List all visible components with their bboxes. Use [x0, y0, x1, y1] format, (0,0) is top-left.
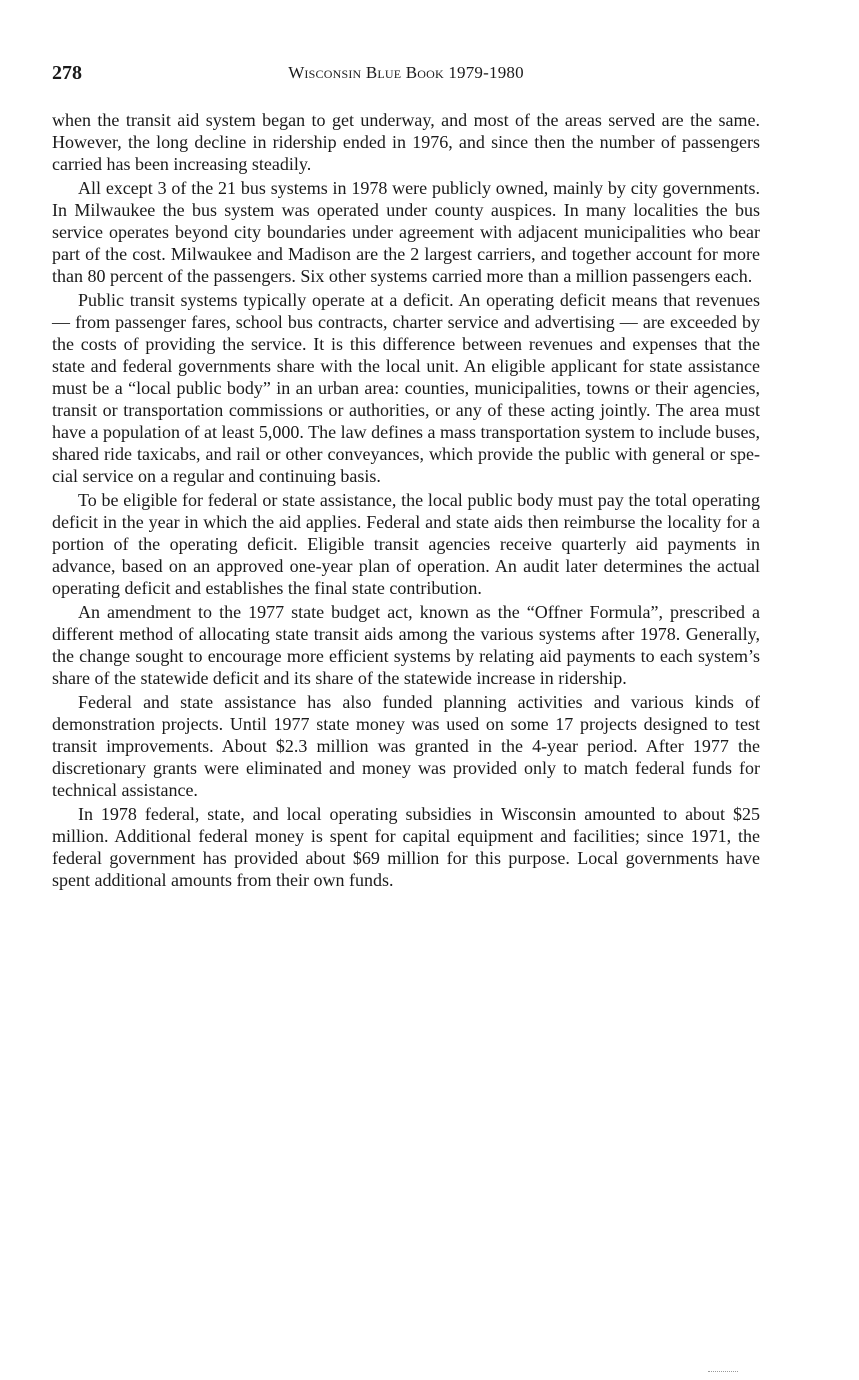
paragraph-offner-formula: An amendment to the 1977 state budget act, known as the “Offner Formula”, prescribed a different method of allocating state transit aids among the various systems after 1978. Generally, the change sought to encourage more efficient systems by relating aid payments to each system’s share of the statewide deficit and its share of the statewide increase in ridership.	[52, 602, 760, 688]
paragraph-subsidies: In 1978 federal, state, and local operating subsidies in Wisconsin amounted to about $25 million. Additional federal money is spent for capital equipment and facilities; since 1971, the federal government has provided about $69 million for this purpose. Local governments have spent additional amounts from their own funds.	[52, 804, 760, 890]
body-text	[52, 109, 760, 893]
paragraph-eligibility: To be eligible for federal or state assistance, the local public body must pay the total operating deficit in the year in which the aid applies. Federal and state aids then reimburse the locality for a portion of the operating deficit. Eligible transit agencies receive quarterly aid payments in advance, based on an approved one-year plan of operation. An audit later determines the actual operating deficit and establishes the final state contribution.	[52, 490, 760, 598]
page-edge-mark	[708, 1371, 738, 1373]
paragraph-transit-ridership: when the transit aid system began to get underway, and most of the areas served are the same. However, the long decline in ridership ended in 1976, and since then the number of passengers carried has been increasing steadily.	[52, 110, 760, 174]
running-header	[52, 60, 760, 88]
page-number: 278	[52, 62, 82, 84]
paragraph-operating-deficit: Public transit systems typically operate at a deficit. An operating deficit means that revenues — from passenger fares, school bus contracts, charter service and advertising — are exceeded by the costs of providing the service. It is this difference between revenues and expenses that the state and federal governments share with the local unit. An eligible applicant for state assistance must be a “local public body” in an urban area: counties, municipalities, towns or their agencies, transit or transportation commissions or authorities, or any of these acting jointly. The area must have a population of at least 5,000. The law defines a mass transportation system to include buses, shared ride taxicabs, and rail or other conveyances, which provide the public with general or special service on a regular and continuing basis.	[52, 290, 761, 486]
running-title: Wisconsin Blue Book 1979-1980	[288, 63, 524, 82]
paragraph-bus-systems: All except 3 of the 21 bus systems in 1978 were publicly owned, mainly by city governments. In Milwaukee the bus system was operated under county auspices. In many localities the bus service operates beyond city boundaries under agreement with adjacent municipalities who bear part of the cost. Milwaukee and Madison are the 2 largest carriers, and together account for more than 80 percent of the passengers. Six other systems carried more than a million passengers each.	[52, 178, 760, 286]
paragraph-demonstration-projects: Federal and state assistance has also funded planning activities and various kinds of demonstration projects. Until 1977 state money was used on some 17 projects designed to test transit improvements. About $2.3 million was granted in the 4-year period. After 1977 the discretionary grants were eliminated and money was provided only to match federal funds for technical assistance.	[52, 692, 760, 800]
